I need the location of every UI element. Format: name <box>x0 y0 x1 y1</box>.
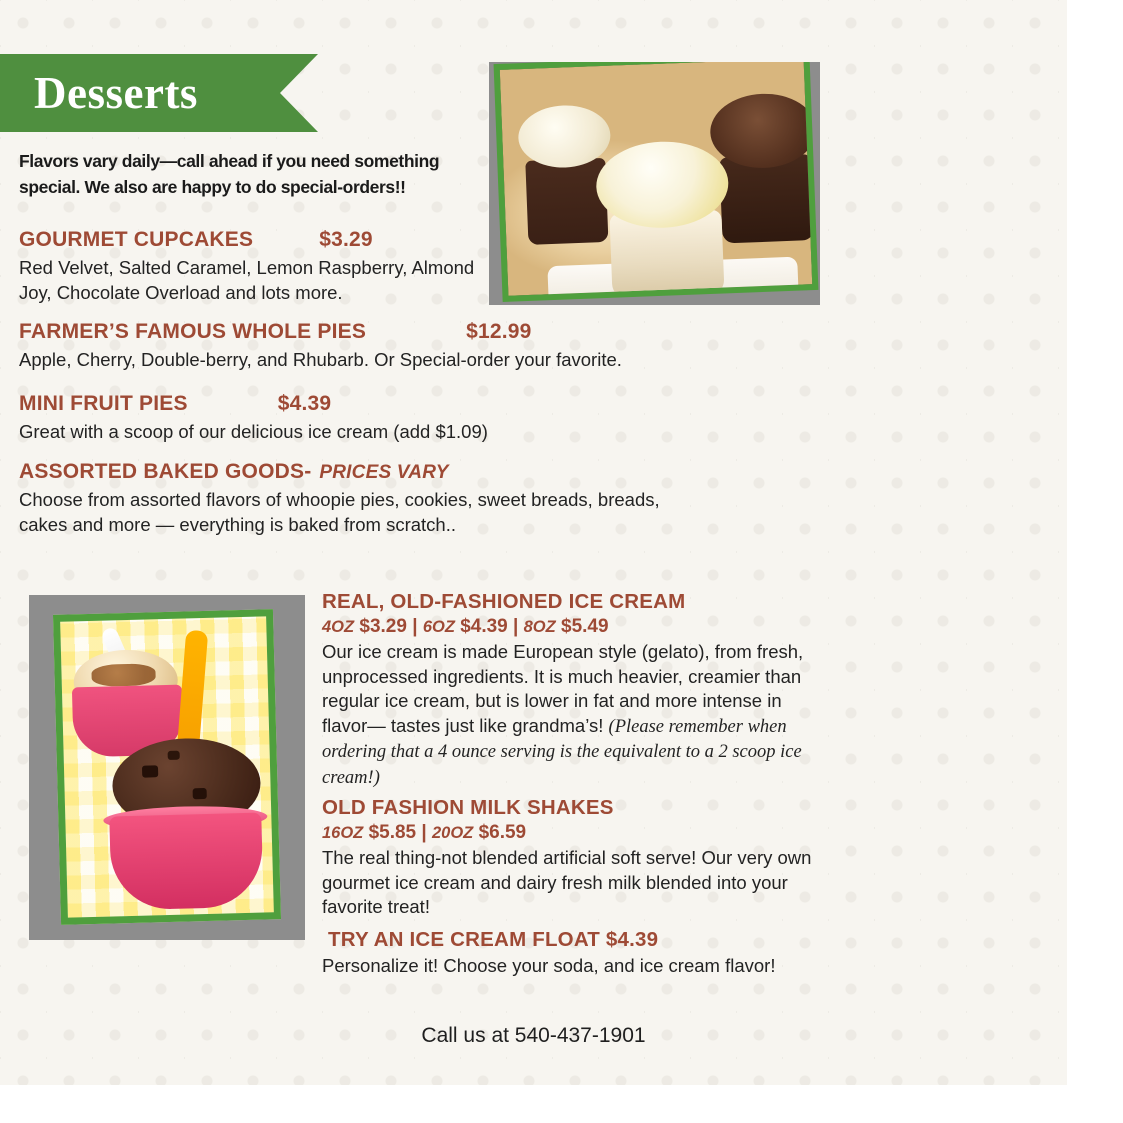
description-note: (Please remember when ordering that a 4 ounce serving is the equivalent to a 2 scoop ice cream!) <box>322 716 802 788</box>
ice-cream-photo <box>29 595 305 940</box>
page-right-margin <box>1067 0 1123 1123</box>
menu-item-description: The real thing-not blended artificial soft serve! Our very own gourmet ice cream and dairy fresh milk blended into your favorite treat! <box>322 847 812 917</box>
menu-item-real-ice-cream <box>322 590 822 790</box>
menu-item-price: $4.39 <box>277 392 332 415</box>
menu-item-description: Great with a scoop of our delicious ice cream (add $1.09) <box>19 421 488 442</box>
menu-item-size-prices <box>322 822 812 844</box>
menu-item-description: Red Velvet, Salted Caramel, Lemon Raspberry, Almond Joy, Chocolate Overload and lots more. <box>19 257 475 303</box>
chocolate-chip <box>193 788 207 799</box>
menu-item-gourmet-cupcakes <box>19 228 489 305</box>
menu-item-whole-pies <box>19 320 709 372</box>
size-price: $4.39 <box>460 616 508 637</box>
size-label: 16OZ <box>322 824 364 842</box>
separator: | <box>513 616 519 637</box>
phone-number: Call us at 540-437-1901 <box>421 1024 646 1047</box>
size-price: $5.85 <box>368 822 417 843</box>
menu-item-price: $12.99 <box>466 320 532 343</box>
size-price: $5.49 <box>561 616 609 637</box>
page-title: Desserts <box>34 68 198 118</box>
page-bottom-margin <box>0 1085 1123 1123</box>
menu-item-mini-fruit-pies <box>19 392 579 444</box>
menu-item-description <box>322 640 822 790</box>
chocolate-chip <box>168 751 180 760</box>
menu-item-name: FARMER’S FAMOUS WHOLE PIES <box>19 320 367 343</box>
menu-item-heading <box>19 228 489 252</box>
size-label: 4OZ <box>322 618 355 636</box>
menu-item-description: Choose from assorted flavors of whoopie pies, cookies, sweet breads, breads, cakes and more — everything is baked from scratch.. <box>19 489 660 535</box>
separator: | <box>421 822 427 843</box>
size-price: $3.29 <box>359 616 407 637</box>
menu-item-heading: REAL, OLD-FASHIONED ICE CREAM <box>322 590 686 613</box>
size-label: 6OZ <box>422 618 455 636</box>
menu-item-price: $3.29 <box>319 228 373 251</box>
menu-item-heading <box>19 392 579 416</box>
section-banner <box>0 54 318 132</box>
cupcakes-photo-frame <box>494 62 819 302</box>
menu-item-size-prices <box>322 616 822 638</box>
menu-item-assorted-baked-goods <box>19 460 669 537</box>
front-pink-bowl <box>109 813 263 911</box>
menu-item-ice-cream-float <box>322 928 822 979</box>
banner-arrow-point <box>280 54 318 132</box>
menu-item-milk-shakes <box>322 796 812 920</box>
menu-item-description: Personalize it! Choose your soda, and ice cream flavor! <box>322 955 776 976</box>
footer <box>0 1024 1067 1048</box>
intro-note: Flavors vary daily—call ahead if you need something special. We also are happy to do special-orders!! <box>19 151 440 197</box>
size-label: 20OZ <box>432 824 474 842</box>
cupcake-left-base <box>525 158 608 245</box>
ice-cream-photo-frame <box>53 609 281 925</box>
menu-item-description: Apple, Cherry, Double-berry, and Rhubarb. Or Special-order your favorite. <box>19 349 622 370</box>
menu-item-name: MINI FRUIT PIES <box>19 392 188 415</box>
menu-item-heading: OLD FASHION MILK SHAKES <box>322 796 614 819</box>
menu-item-name: ASSORTED BAKED GOODS- <box>19 460 312 483</box>
menu-item-price: PRICES VARY <box>319 462 449 483</box>
caramel-drizzle <box>91 663 156 687</box>
size-label: 8OZ <box>523 618 556 636</box>
chocolate-chip <box>142 765 158 777</box>
size-price: $6.59 <box>478 822 527 843</box>
menu-item-heading <box>19 460 669 484</box>
separator: | <box>412 616 418 637</box>
menu-item-heading: TRY AN ICE CREAM FLOAT $4.39 <box>328 928 659 951</box>
cupcakes-photo <box>489 62 820 305</box>
menu-item-name: GOURMET CUPCAKES <box>19 228 254 251</box>
menu-item-heading <box>19 320 709 344</box>
description-text: Our ice cream is made European style (gelato), from fresh, unprocessed ingredients. It is much heavier, creamier than regular ice cream, but is lower in fat and more intense in flavor— tastes just like grandma’s! <box>322 641 804 736</box>
